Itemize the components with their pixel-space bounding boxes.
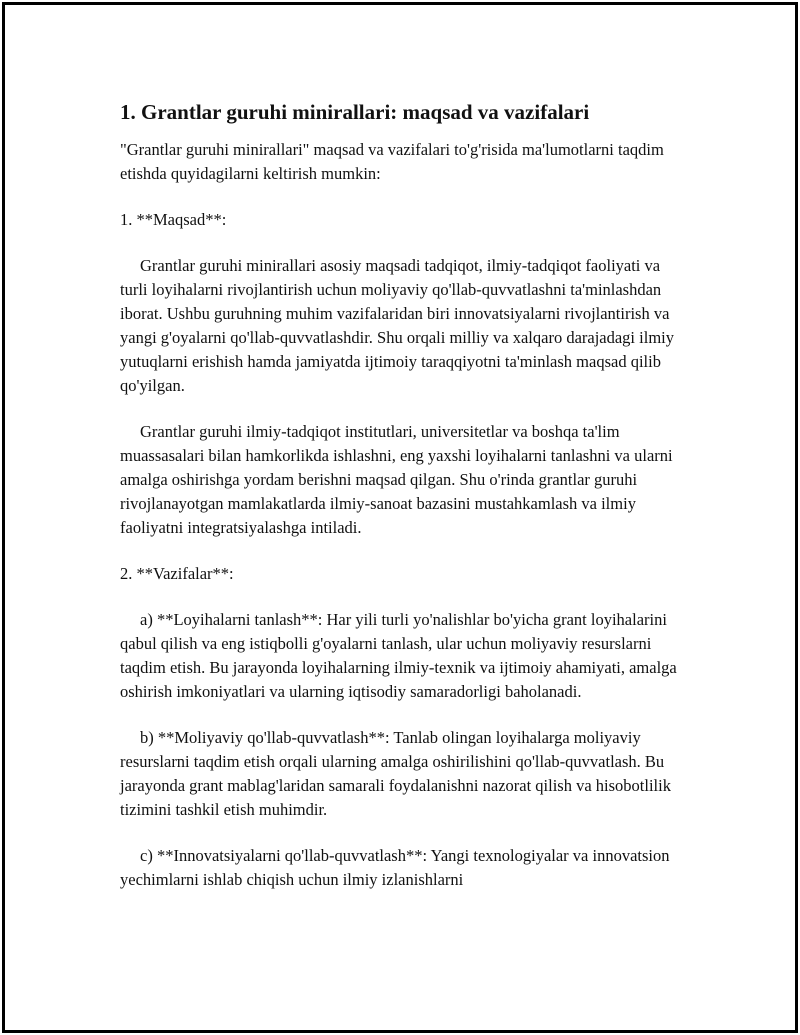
page-frame	[2, 2, 798, 1033]
maqsad-paragraph-1: Grantlar guruhi minirallari asosiy maqsadi tadqiqot, ilmiy-tadqiqot faoliyati va turli loyihalarni rivojlantirish uchun moliyaviy qo'llab-quvvatlashni ta'minlashdan iborat. Ushbu guruhning muhim vazifalaridan biri innovatsiyalarni rivojlantirish va yangi g'oyalarni qo'llab-quvvatlashdir. Shu orqali milliy va xalqaro darajadagi ilmiy yutuqlarni erishish hamda jamiyatda ijtimoiy taraqqiyotni ta'minlash maqsad qilib qo'yilgan.	[120, 256, 679, 395]
section-heading-vazifalar: 2. **Vazifalar**:	[120, 564, 234, 583]
section-heading-maqsad: 1. **Maqsad**:	[120, 210, 227, 229]
document-body	[120, 99, 690, 914]
vazifa-item-c: c) **Innovatsiyalarni qo'llab-quvvatlash**: Yangi texnologiyalar va innovatsion yechimlarni ishlab chiqish uchun ilmiy izlanishlarni	[120, 846, 674, 889]
vazifa-item-a: a) **Loyihalarni tanlash**: Har yili turli yo'nalishlar bo'yicha grant loyihalarini qabul qilish va eng istiqbolli g'oyalarni tanlash, ular uchun moliyaviy resurslarni taqdim etish. Bu jarayonda loyihalarning ilmiy-texnik va ijtimoiy ahamiyati, amalga oshirish imkoniyatlari va ularning iqtisodiy samaradorligi baholanadi.	[120, 610, 681, 701]
maqsad-paragraph-2: Grantlar guruhi ilmiy-tadqiqot institutlari, universitetlar va boshqa ta'lim muassasalari bilan hamkorlikda ishlashni, eng yaxshi loyihalarni tanlashni va ularni amalga oshirishga yordam berishni maqsad qilgan. Shu o'rinda grantlar guruhi rivojlanayotgan mamlakatlarda ilmiy-sanoat bazasini mustahkamlash va ilmiy faoliyatni integratsiyalashga intiladi.	[120, 422, 677, 537]
document-title: 1. Grantlar guruhi minirallari: maqsad va vazifalari	[120, 100, 590, 124]
intro-paragraph: "Grantlar guruhi minirallari" maqsad va vazifalari to'g'risida ma'lumotlarni taqdim etishda quyidagilarni keltirish mumkin:	[120, 140, 668, 183]
vazifa-item-b: b) **Moliyaviy qo'llab-quvvatlash**: Tanlab olingan loyihalarga moliyaviy resurslarni taqdim etish orqali ularning amalga oshirilishini qo'llab-quvvatlash. Bu jarayonda grant mablag'laridan samarali foydalanishni nazorat qilish va hisobotlilik tizimini tashkil etish muhimdir.	[120, 728, 676, 819]
